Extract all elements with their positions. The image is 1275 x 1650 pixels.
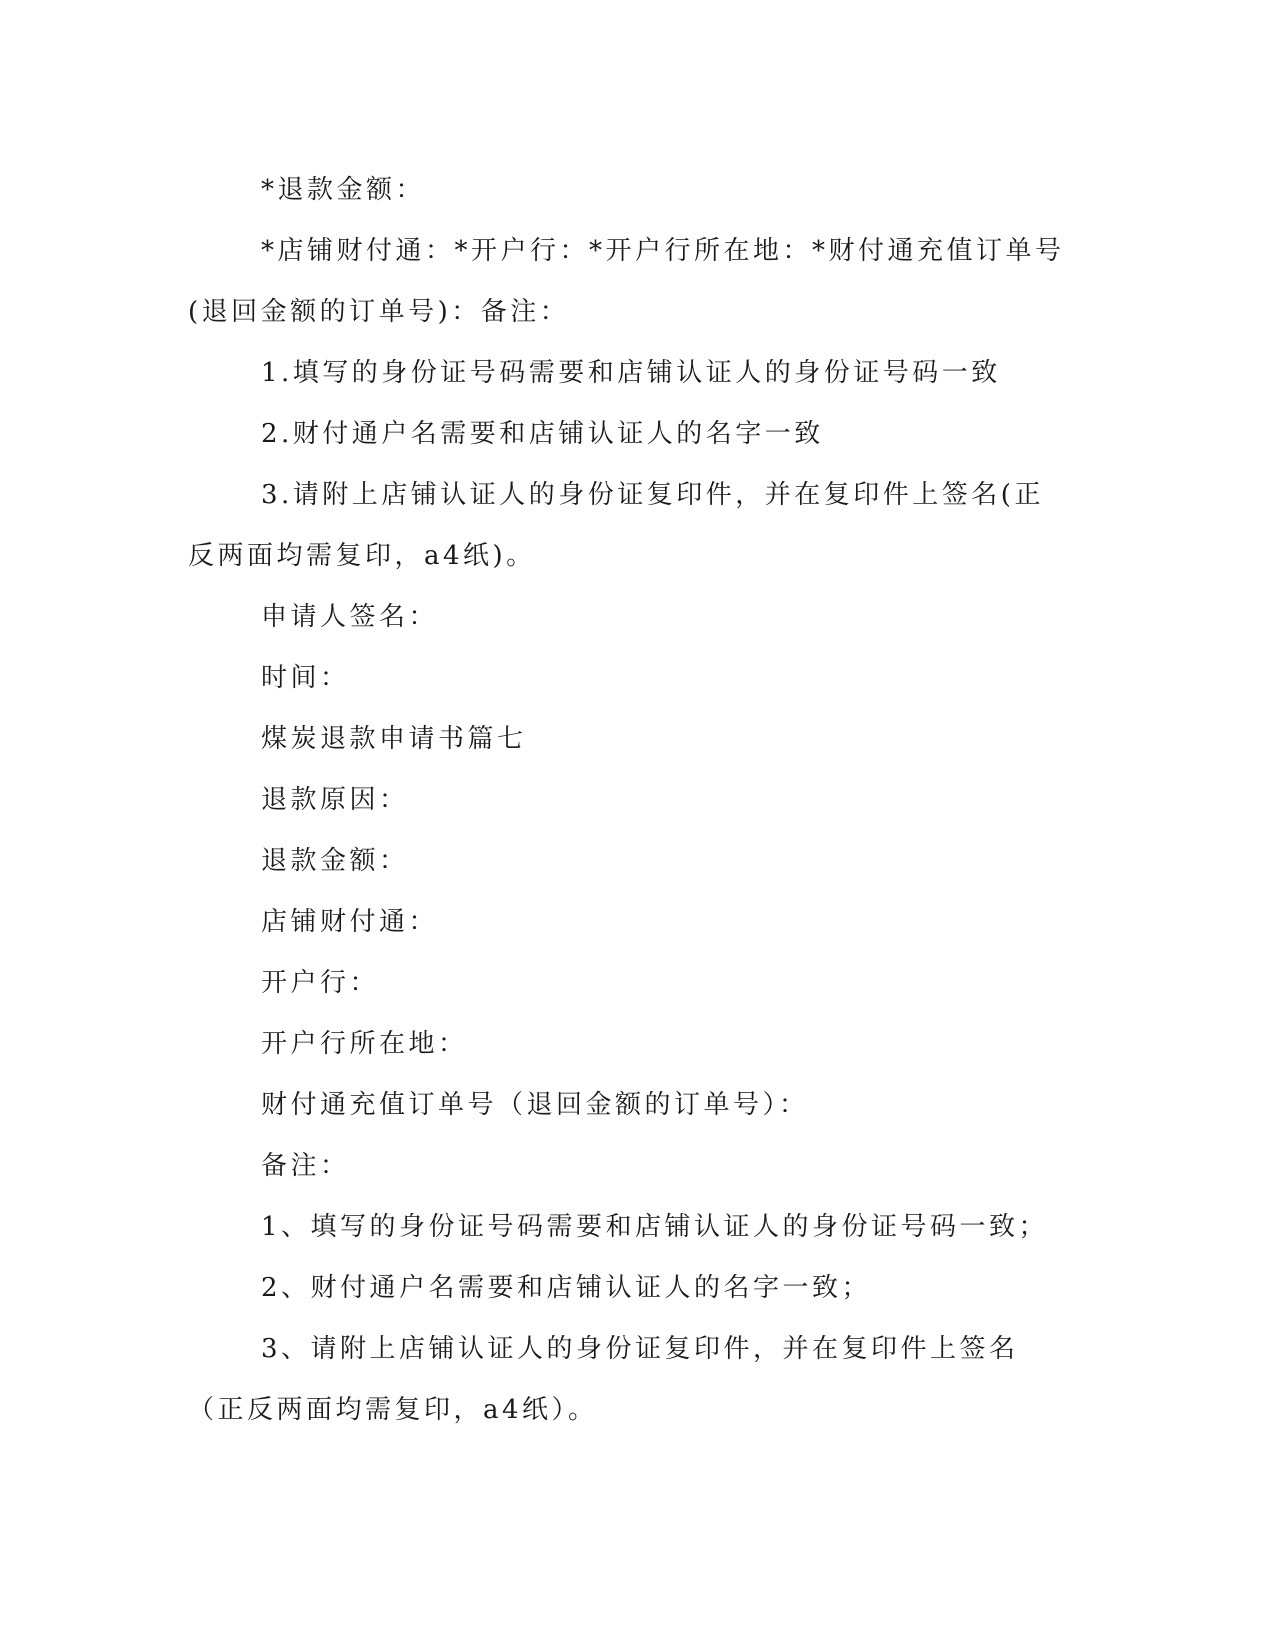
refund-reason-line: 退款原因：: [261, 785, 409, 815]
remarks-line: 备注：: [261, 1151, 350, 1181]
bank-line: 开户行：: [261, 968, 380, 998]
store-payment-fields-line: *店铺财付通：*开户行：*开户行所在地：*财付通充值订单号(退回金额的订单号)：备注：: [188, 236, 1065, 327]
document-body: [188, 160, 1068, 1441]
note-item-2: 2.财付通户名需要和店铺认证人的名字一致: [261, 419, 824, 449]
remark-item-1: 1、填写的身份证号码需要和店铺认证人的身份证号码一致；: [261, 1212, 1049, 1242]
note-item-3: 3.请附上店铺认证人的身份证复印件，并在复印件上签名(正反两面均需复印，a4纸)。: [188, 480, 1044, 571]
bank-location-line: 开户行所在地：: [261, 1029, 468, 1059]
date-line: 时间：: [261, 663, 350, 693]
remark-item-2: 2、财付通户名需要和店铺认证人的名字一致；: [261, 1273, 872, 1303]
store-payment-line: 店铺财付通：: [261, 907, 439, 937]
section-title: 煤炭退款申请书篇七: [261, 724, 527, 754]
applicant-signature-line: 申请人签名：: [261, 602, 439, 632]
refund-amount-line-2: 退款金额：: [261, 846, 409, 876]
note-item-1: 1.填写的身份证号码需要和店铺认证人的身份证号码一致: [261, 358, 1001, 388]
order-number-line: 财付通充值订单号（退回金额的订单号）：: [261, 1090, 809, 1120]
refund-amount-line: *退款金额：: [261, 175, 426, 205]
remark-item-3: 3、请附上店铺认证人的身份证复印件，并在复印件上签名（正反两面均需复印，a4纸）。: [188, 1334, 1019, 1425]
